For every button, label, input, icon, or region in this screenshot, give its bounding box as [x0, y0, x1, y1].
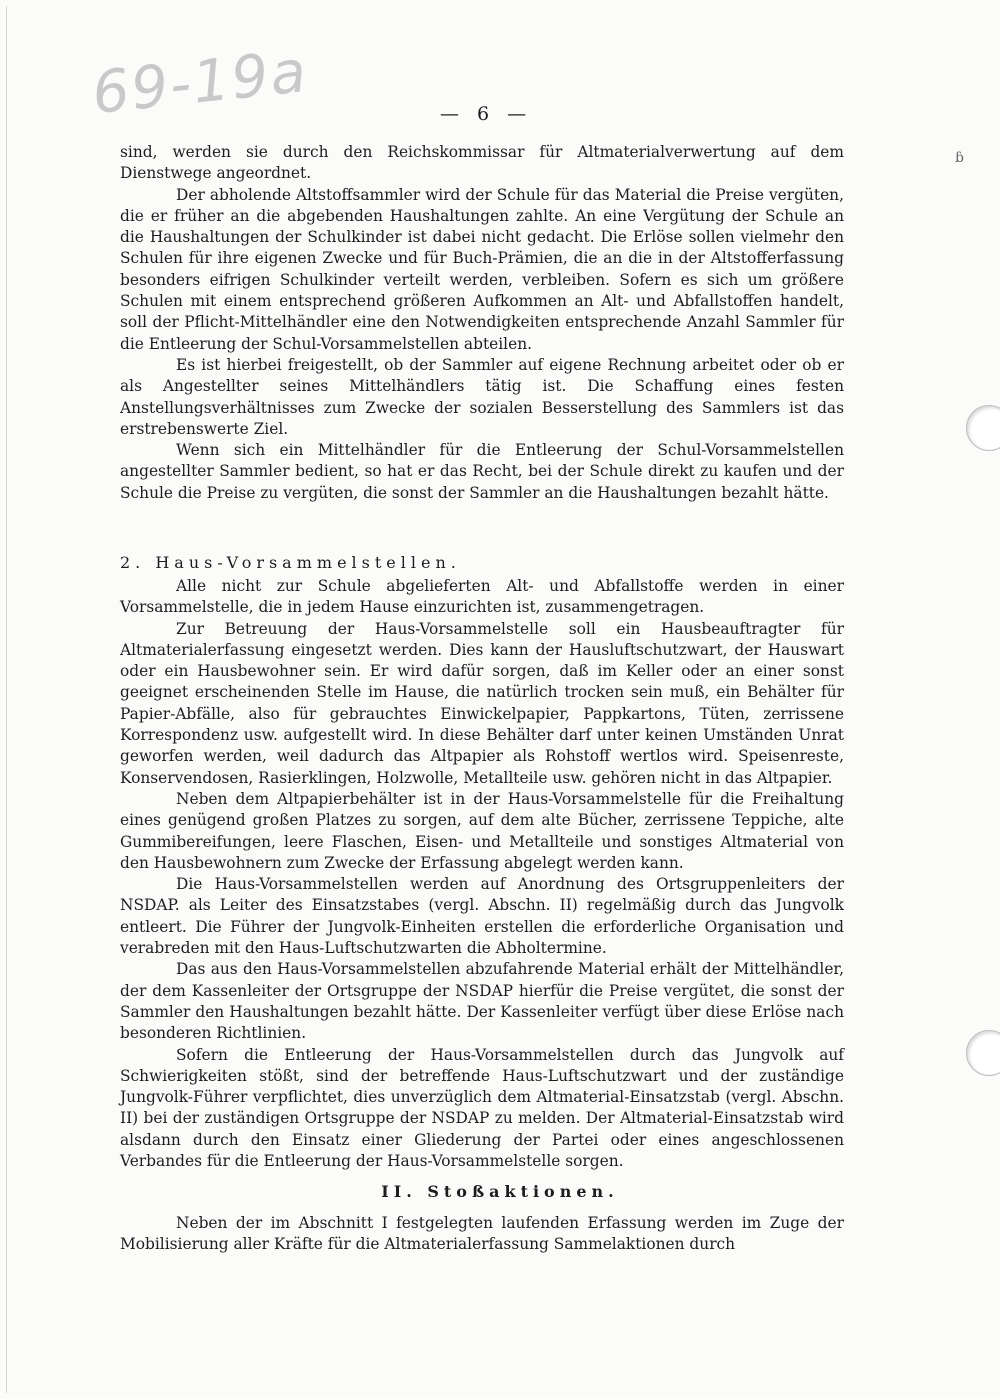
section-ii-text-block — [120, 1213, 844, 1256]
paragraph: Sofern die Entleerung der Haus-Vorsammelstellen durch das Jungvolk auf Schwierigkeiten stößt, sind der betreffende Haus-Luftschutzwart und der zuständige Jungvolk-Führer verpflichtet, dies unverzüglich dem Altmaterial-Einsatzstab (vergl. Abschn. II) bei der zuständigen Ortsgruppe der NSDAP zu melden. Der Altmaterial-Einsatzstab wird alsdann durch den Einsatz einer Gliederung der Partei oder eines angeschlossenen Verbandes für die Entleerung der Haus-Vorsammelstelle sorgen. — [120, 1045, 844, 1171]
paragraph: Zur Betreuung der Haus-Vorsammelstelle soll ein Hausbeauftragter für Altmaterialerfassung eingesetzt werden. Dies kann der Hausluftschutzwart, der Hauswart oder ein Hausbewohner sein. Er wird dafür sorgen, daß im Keller oder an einer sonst geeignet erscheinenden Stelle im Hause, die natürlich trocken sein muß, ein Behälter für Papier-Abfälle, also für gebrauchtes Einwickelpapier, Pappkartons, Tüten, zerrissene Korrespondenz usw. aufgestellt wird. In diese Behälter darf unter keinen Umständen Unrat geworfen werden, weil dadurch das Altpapier als Rohstoff wertlos wird. Speisenreste, Konservendosen, Rasierklingen, Holzwolle, Metallteile usw. gehören nicht in das Altpapier. — [120, 619, 844, 787]
paragraph: sind, werden sie durch den Reichskommissar für Altmaterialverwertung auf dem Dienstwege angeordnet. — [120, 143, 844, 183]
paragraph: Die Haus-Vorsammelstellen werden auf Anordnung des Ortsgruppenleiters der NSDAP. als Leiter des Einsatzstabes (vergl. Abschn. II) regelmäßig durch das Jungvolk entleert. Die Führer der Jungvolk-Einheiten erstellen die erforderliche Organisation und verabreden mit den Haus-Luftschutzwarten die Abholtermine. — [120, 875, 844, 958]
section-heading-stossaktionen: II. Stoßaktionen. — [381, 1182, 619, 1201]
paragraph: Der abholende Altstoffsammler wird der Schule für das Material die Preise vergüten, die er früher an die abgebenden Haushaltungen zahlte. An eine Vergütung der Schule an die Haushaltungen der Schulkinder ist dabei nicht gedacht. Die Erlöse sollen vielmehr den Schulen für ihre eigenen Zwecke und für Buch-Prämien, die an die in der Altstofferfassung besonders eifrigen Schulkinder verteilt werden, verbleiben. Sofern es sich um größere Schulen mit einem entsprechend größeren Aufkommen an Alt- und Abfallstoffen handelt, soll der Pflicht-Mittelhändler eine den Notwendigkeiten entsprechende Anzahl Sammler für die Entleerung der Schul-Vorsammelstellen abteilen. — [120, 185, 844, 353]
paragraph: Das aus den Haus-Vorsammelstellen abzufahrende Material erhält der Mittelhändler, der dem Kassenleiter der Ortsgruppe der NSDAP hierfür die Preise vergütet, die sonst der Sammler den Haushaltungen bezahlt hätte. Der Kassenleiter verfügt über diese Erlöse nach besonderen Richtlinien. — [120, 960, 844, 1043]
margin-mark: ɓ — [955, 150, 964, 166]
opening-text-block — [120, 142, 844, 504]
paragraph: Wenn sich ein Mittelhändler für die Entleerung der Schul-Vorsammelstellen angestellter Sammler bedient, so hat er das Recht, bei der Schule direkt zu kaufen und der Schule die Preise zu vergüten, die sonst der Sammler an die Haushaltungen bezahlt hätte. — [120, 441, 844, 502]
page-number: — 6 — — [440, 103, 533, 125]
section-2-text-block — [120, 576, 844, 1172]
archive-pencil-mark: 69-19a — [89, 36, 312, 128]
paragraph: Neben der im Abschnitt I festgelegten laufenden Erfassung werden im Zuge der Mobilisierung aller Kräfte für die Altmaterialerfassung Sammelaktionen durch — [120, 1214, 844, 1254]
section-heading-haus-vorsammelstellen: 2. Haus-Vorsammelstellen. — [120, 553, 461, 572]
paragraph: Neben dem Altpapierbehälter ist in der Haus-Vorsammelstelle für die Freihaltung eines genügend großen Platzes zu sorgen, auf dem alte Bücher, zerrissene Teppiche, alte Gummibereifungen, leere Flaschen, Eisen- und Metallteile und sonstiges Altmaterial von den Hausbewohnern zum Zwecke der Erfassung abgelegt werden kann. — [120, 789, 844, 872]
paragraph: Es ist hierbei freigestellt, ob der Sammler auf eigene Rechnung arbeitet oder ob er als Angestellter seines Mittelhändlers tätig ist. Die Schaffung eines festen Anstellungsverhältnisses zum Zwecke der sozialen Besserstellung des Sammlers ist das erstrebenswerte Ziel. — [120, 355, 844, 438]
paragraph: Alle nicht zur Schule abgelieferten Alt- und Abfallstoffe werden in einer Vorsammelstelle, die in jedem Hause einzurichten ist, zusammengetragen. — [120, 577, 844, 617]
